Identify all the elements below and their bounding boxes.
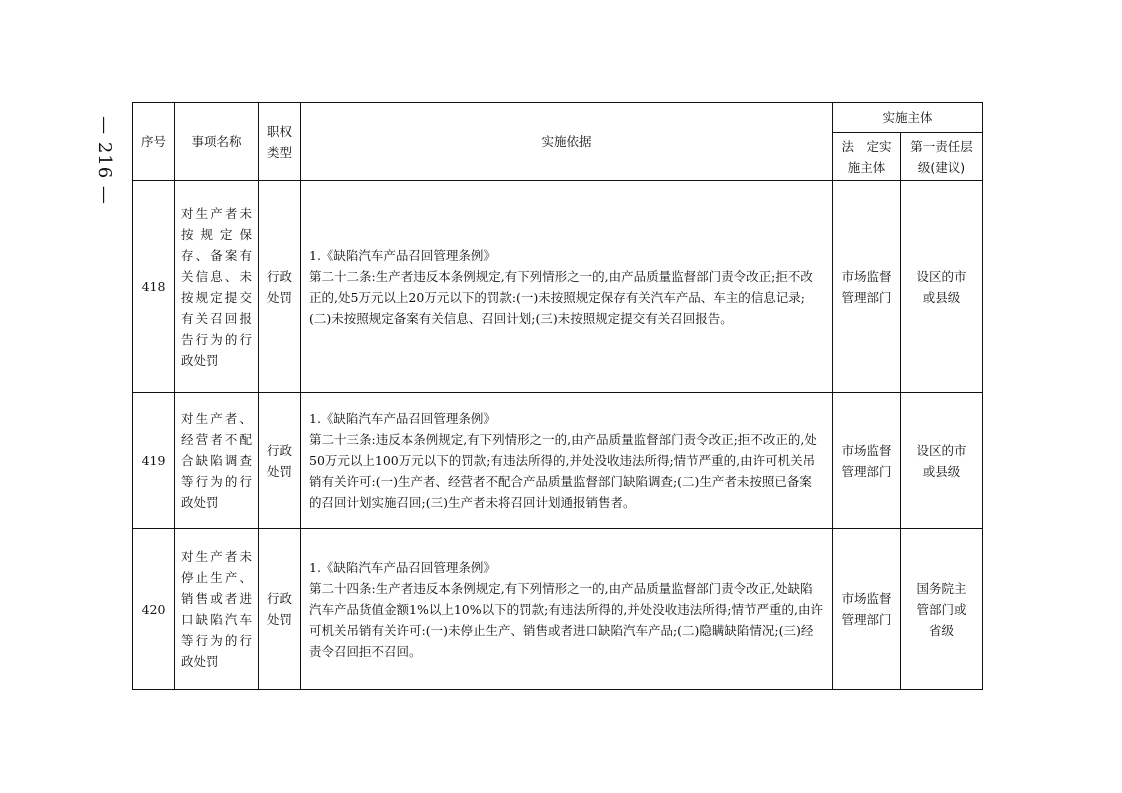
- row-type: 行政处罚: [259, 393, 301, 529]
- header-basis: 实施依据: [301, 103, 833, 181]
- row-level: 设区的市或县级: [901, 393, 983, 529]
- row-name: 对生产者、经营者不配合缺陷调查等行为的行政处罚: [175, 393, 259, 529]
- row-no: 420: [133, 529, 175, 690]
- row-type: 行政处罚: [259, 529, 301, 690]
- row-basis: [301, 529, 833, 690]
- row-no: 419: [133, 393, 175, 529]
- page-number-text: — 216 —: [93, 115, 115, 205]
- row-level: 设区的市或县级: [901, 181, 983, 393]
- row-article: 第二十三条:违反本条例规定,有下列情形之一的,由产品质量监督部门责令改正;拒不改正的,处50万元以上100万元以下的罚款;有违法所得的,并处没收违法所得;情节严重的,由许可机关吊销有关许可:(一)生产者、经营者不配合产品质量监督部门缺陷调查;(二)生产者未按照已备案的召回计划实施召回;(三)生产者未将召回计划通报销售者。: [309, 432, 817, 510]
- header-no: 序号: [133, 103, 175, 181]
- row-name: 对生产者未停止生产、销售或者进口缺陷汽车等行为的行政处罚: [175, 529, 259, 690]
- header-type: 职权类型: [259, 103, 301, 181]
- table-row: [133, 393, 983, 529]
- row-basis: [301, 393, 833, 529]
- header-level: 第一责任层级(建议): [901, 133, 983, 181]
- header-subject: 实施主体: [833, 103, 983, 133]
- row-type: 行政处罚: [259, 181, 301, 393]
- row-law: 1.《缺陷汽车产品召回管理条例》: [309, 411, 496, 426]
- row-level: 国务院主管部门或省级: [901, 529, 983, 690]
- header-name: 事项名称: [175, 103, 259, 181]
- row-law: 1.《缺陷汽车产品召回管理条例》: [309, 247, 496, 263]
- row-legal-subject: 市场监督管理部门: [833, 181, 901, 393]
- row-article: 第二十二条:生产者违反本条例规定,有下列情形之一的,由产品质量监督部门责令改正;拒不改正的,处5万元以上20万元以下的罚款:(一)未按照规定保存有关汽车产品、车主的信息记录;(二)未按照规定备案有关信息、召回计划;(三)未按照规定提交有关召回报告。: [309, 268, 813, 326]
- table-row: [133, 181, 983, 393]
- row-no: 418: [133, 181, 175, 393]
- table-row: [133, 529, 983, 690]
- enforcement-table: [132, 102, 983, 690]
- row-article: 第二十四条:生产者违反本条例规定,有下列情形之一的,由产品质量监督部门责令改正,处缺陷汽车产品货值金额1%以上10%以下的罚款;有违法所得的,并处没收违法所得;情节严重的,由许可机关吊销有关许可:(一)未停止生产、销售或者进口缺陷汽车产品;(二)隐瞒缺陷情况;(三)经责令召回拒不召回。: [309, 580, 823, 659]
- row-law: 1.《缺陷汽车产品召回管理条例》: [309, 559, 496, 575]
- page-number: [84, 115, 124, 205]
- row-name: 对生产者未按规定保存、备案有关信息、未按规定提交有关召回报告行为的行政处罚: [175, 181, 259, 393]
- row-basis: [301, 181, 833, 393]
- row-legal-subject: 市场监督管理部门: [833, 529, 901, 690]
- header-legal-subject: 法 定实施主体: [833, 133, 901, 181]
- row-legal-subject: 市场监督管理部门: [833, 393, 901, 529]
